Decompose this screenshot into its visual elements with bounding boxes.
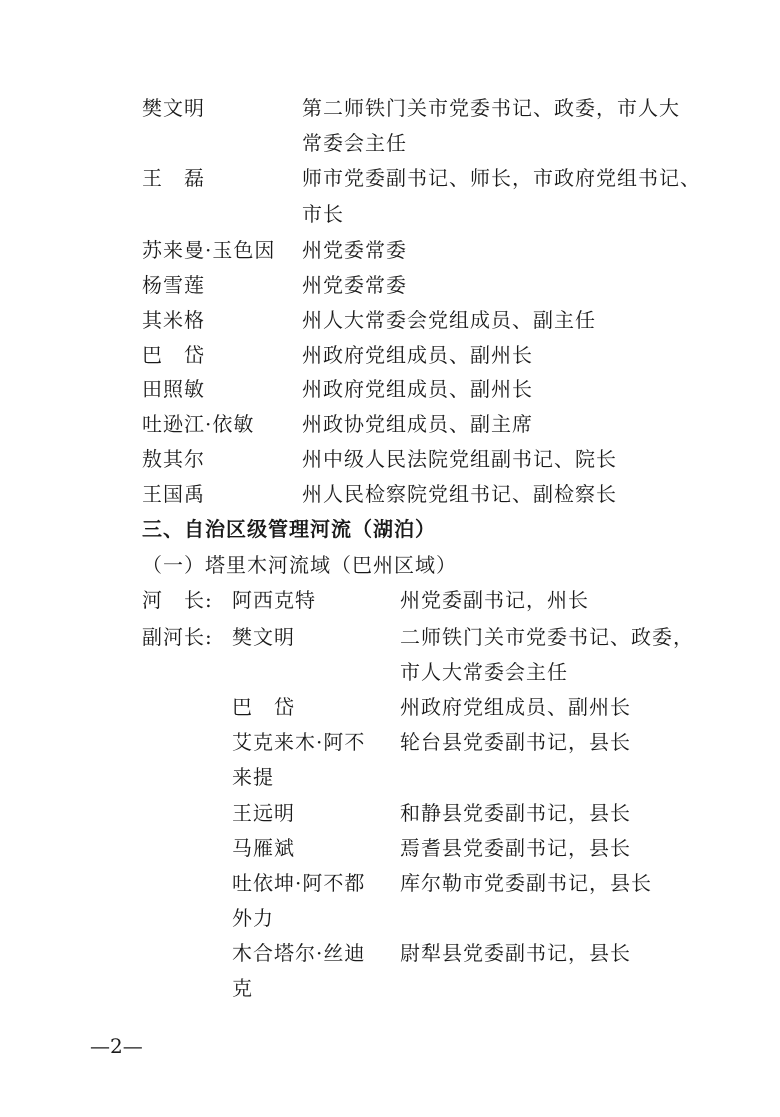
deputy-name: 艾克来木·阿不 xyxy=(232,730,366,754)
member-row xyxy=(0,441,780,477)
deputy-role: 尉犁县党委副书记，县长 xyxy=(400,941,631,965)
member-row xyxy=(0,160,780,196)
member-name: 其米格 xyxy=(142,308,205,332)
deputy-row-continued xyxy=(0,654,780,690)
member-row xyxy=(0,90,780,126)
deputy-name-continued: 来提 xyxy=(232,765,274,789)
deputy-role: 轮台县党委副书记，县长 xyxy=(400,730,631,754)
deputy-name: 樊文明 xyxy=(232,625,295,649)
member-name: 杨雪莲 xyxy=(142,273,205,297)
deputy-name: 马雁斌 xyxy=(232,836,295,860)
deputy-row xyxy=(0,935,780,971)
deputy-name: 巴 岱 xyxy=(232,695,295,719)
member-name: 王国禹 xyxy=(142,482,205,506)
deputy-row xyxy=(0,830,780,866)
river-chief-role: 州党委副书记，州长 xyxy=(400,588,589,612)
member-role: 州政府党组成员、副州长 xyxy=(302,343,533,367)
member-name: 田照敏 xyxy=(142,377,205,401)
deputy-row xyxy=(0,619,780,655)
member-role: 州政协党组成员、副主席 xyxy=(302,412,533,436)
member-name: 樊文明 xyxy=(142,96,205,120)
deputy-role: 二师铁门关市党委书记、政委， xyxy=(400,625,694,649)
member-row xyxy=(0,267,780,303)
river-chief-label: 河 长: xyxy=(142,588,213,612)
deputy-name: 王远明 xyxy=(232,801,295,825)
deputy-role-continued: 市人大常委会主任 xyxy=(400,660,568,684)
deputy-role: 库尔勒市党委副书记，县长 xyxy=(400,871,652,895)
member-role: 州人大常委会党组成员、副主任 xyxy=(302,308,596,332)
member-row xyxy=(0,371,780,407)
member-role-continued: 常委会主任 xyxy=(302,131,407,155)
deputy-name-continued: 外力 xyxy=(232,906,274,930)
deputy-role: 和静县党委副书记，县长 xyxy=(400,801,631,825)
member-row xyxy=(0,232,780,268)
deputy-row xyxy=(0,724,780,760)
member-role: 州党委常委 xyxy=(302,238,407,262)
deputy-row-continued xyxy=(0,970,780,1006)
member-row-continued xyxy=(0,125,780,161)
river-chief-row xyxy=(0,582,780,618)
member-row xyxy=(0,406,780,442)
page-number: —2— xyxy=(90,1034,143,1058)
deputy-name: 木合塔尔·丝迪 xyxy=(232,941,366,965)
deputy-role: 焉耆县党委副书记，县长 xyxy=(400,836,631,860)
member-role: 第二师铁门关市党委书记、政委，市人大 xyxy=(302,96,680,120)
member-name: 王 磊 xyxy=(142,166,205,190)
deputy-row xyxy=(0,795,780,831)
deputy-row xyxy=(0,865,780,901)
river-chief-name: 阿西克特 xyxy=(232,588,316,612)
deputy-name-continued: 克 xyxy=(232,976,253,1000)
member-name: 巴 岱 xyxy=(142,343,205,367)
member-role: 州人民检察院党组书记、副检察长 xyxy=(302,482,617,506)
deputy-role: 州政府党组成员、副州长 xyxy=(400,695,631,719)
deputy-name: 吐依坤·阿不都 xyxy=(232,871,366,895)
member-name: 吐逊江·依敏 xyxy=(142,412,255,436)
deputy-row-continued xyxy=(0,900,780,936)
member-row xyxy=(0,476,780,512)
member-name: 苏来曼·玉色因 xyxy=(142,238,276,262)
deputy-row xyxy=(0,689,780,725)
member-role: 州中级人民法院党组副书记、院长 xyxy=(302,447,617,471)
member-row-continued xyxy=(0,196,780,232)
member-name: 敖其尔 xyxy=(142,447,205,471)
deputy-row-continued xyxy=(0,759,780,795)
member-role: 师市党委副书记、师长，市政府党组书记、 xyxy=(302,166,701,190)
deputy-label: 副河长: xyxy=(142,625,213,649)
section-heading-row xyxy=(0,511,780,547)
subsection-heading: （一）塔里木河流域（巴州区域） xyxy=(142,553,457,577)
section-heading: 三、自治区级管理河流（湖泊） xyxy=(142,517,436,541)
member-role: 州党委常委 xyxy=(302,273,407,297)
member-row xyxy=(0,302,780,338)
member-role: 州政府党组成员、副州长 xyxy=(302,377,533,401)
member-role-continued: 市长 xyxy=(302,202,344,226)
subsection-heading-row xyxy=(0,547,780,583)
member-row xyxy=(0,337,780,373)
